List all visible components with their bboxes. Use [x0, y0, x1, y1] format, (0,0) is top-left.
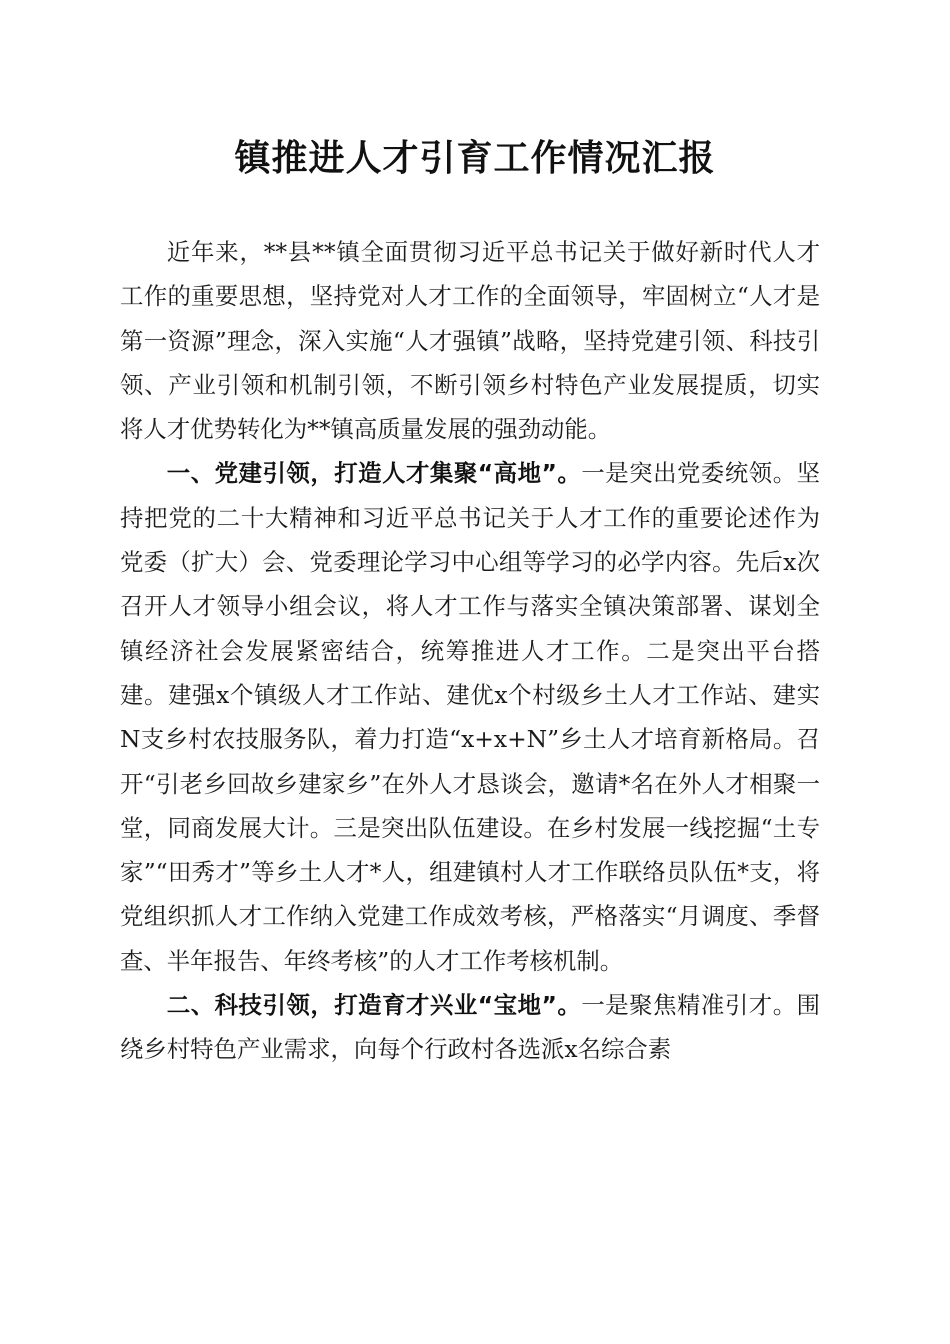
document-body	[120, 230, 820, 1072]
section-2-paragraph	[120, 983, 820, 1072]
document-title: 镇推进人才引育工作情况汇报	[234, 137, 716, 179]
intro-paragraph: 近年来，**县**镇全面贯彻习近平总书记关于做好新时代人才工作的重要思想，坚持党对人才工作的全面领导，牢固树立“人才是第一资源”理念，深入实施“人才强镇”战略，坚持党建引领、科技引领、产业引领和机制引领，不断引领乡村特色产业发展提质，切实将人才优势转化为**镇高质量发展的强劲动能。	[120, 238, 820, 444]
section-1-paragraph	[120, 451, 820, 983]
section-2-heading: 二、科技引领，打造育才兴业“宝地”。	[166, 991, 582, 1020]
section-1-text: 一是突出党委统领。坚持把党的二十大精神和习近平总书记关于人才工作的重要论述作为党委（扩大）会、党委理论学习中心组等学习的必学内容。先后x次召开人才领导小组会议，将人才工作与落实全镇决策部署、谋划全镇经济社会发展紧密结合，统筹推进人才工作。二是突出平台搭建。建强x个镇级人才工作站、建优x个村级乡土人才工作站、建实N支乡村农技服务队，着力打造“x+x+N”乡土人才培育新格局。召开“引老乡回故乡建家乡”在外人才恳谈会，邀请*名在外人才相聚一堂，同商发展大计。三是突出队伍建设。在乡村发展一线挖掘“土专家”“田秀才”等乡土人才*人，组建镇村人才工作联络员队伍*支，将党组织抓人才工作纳入党建工作成效考核，严格落实“月调度、季督查、半年报告、年终考核”的人才工作考核机制。	[120, 459, 820, 975]
section-2-text: 一是聚焦精准引才。围绕乡村特色产业需求，向每个行政村各选派x名综合素	[120, 991, 820, 1064]
section-1-heading: 一、党建引领，打造人才集聚“高地”。	[166, 459, 582, 488]
